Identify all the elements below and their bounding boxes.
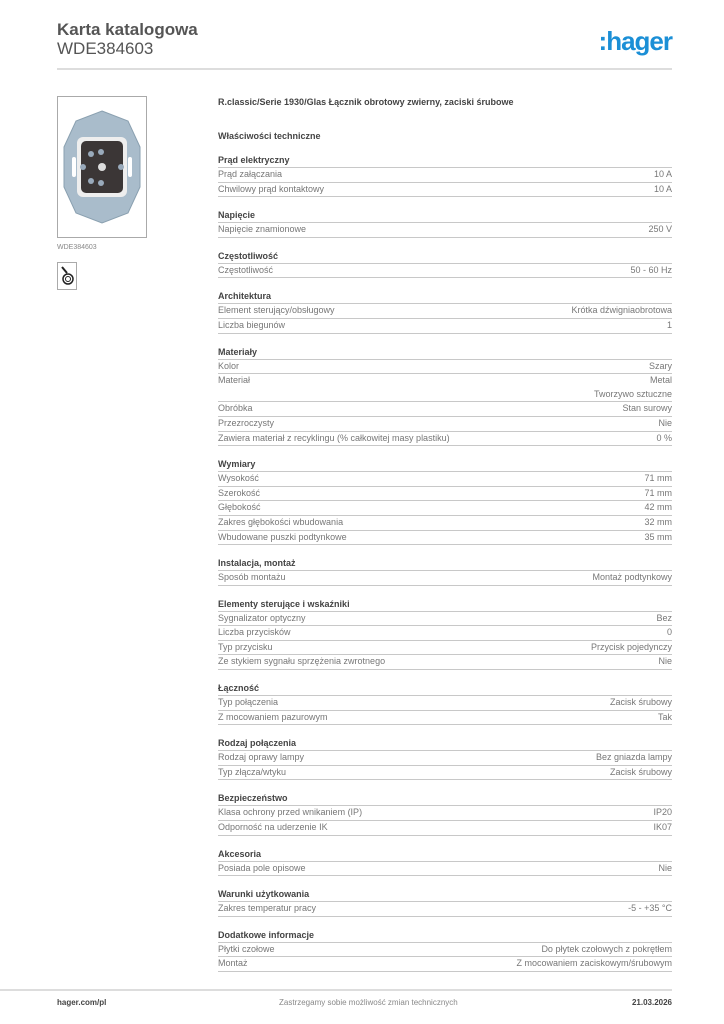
spec-section [218,682,672,725]
section-heading: Elementy sterujące i wskaźniki [218,598,672,612]
spec-value: Zacisk śrubowy [609,697,672,708]
section-heading: Warunki użytkowania [218,888,672,902]
spec-label: Odporność na uderzenie IK [218,822,328,833]
photo-caption: WDE384603 [57,244,97,251]
spec-value: Bez [656,612,672,623]
spec-section [218,250,672,279]
spec-label: Ze stykiem sygnału sprzężenia zwrotnego [218,656,386,667]
spec-row [218,501,672,516]
spec-section [218,888,672,917]
spec-row [218,766,672,781]
spec-label: Głębokość [218,502,261,513]
spec-content [218,96,672,972]
spec-label: Typ przycisku [218,641,273,652]
spec-row [218,432,672,447]
spec-label: Zawiera materiał z recyklingu (% całkowitej masy plastiku) [218,432,450,443]
spec-value: Zacisk śrubowy [609,766,672,777]
rotary-switch-icon [57,262,77,290]
spec-label: Kolor [218,360,240,371]
spec-row [218,223,672,238]
spec-row [218,862,672,877]
spec-row [218,183,672,198]
spec-value: Przycisk pojedynczy [590,641,672,652]
header-divider [57,68,672,70]
spec-value: 42 mm [644,502,672,513]
spec-value: 1 [666,319,672,330]
spec-label: Materiał [218,375,251,386]
spec-sections [218,154,672,972]
spec-label: Zakres temperatur pracy [218,903,317,914]
spec-section [218,458,672,545]
section-heading: Rodzaj połączenia [218,737,672,751]
spec-value: Metal Tworzywo sztuczne [593,375,672,399]
spec-label: Rodzaj oprawy lampy [218,752,305,763]
spec-value: -5 - +35 °C [628,903,672,914]
spec-label: Chwilowy prąd kontaktowy [218,183,325,194]
spec-row [218,806,672,821]
section-heading: Materiały [218,346,672,360]
spec-row [218,626,672,641]
spec-section [218,209,672,238]
spec-row [218,751,672,766]
spec-section [218,346,672,447]
spec-row [218,319,672,334]
hager-logo: :hager [598,26,672,56]
section-heading: Łączność [218,682,672,696]
spec-section [218,792,672,835]
section-heading: Bezpieczeństwo [218,792,672,806]
spec-value: 71 mm [644,473,672,484]
spec-label: Wbudowane puszki podtynkowe [218,531,347,542]
spec-label: Montaż [218,958,248,969]
spec-row [218,821,672,836]
spec-label: Z mocowaniem pazurowym [218,711,328,722]
spec-section [218,598,672,670]
spec-value: 50 - 60 Hz [630,264,672,275]
spec-value: 0 % [656,432,672,443]
spec-label: Liczba biegunów [218,319,286,330]
footer-date: 21.03.2026 [631,998,672,1007]
spec-label: Typ połączenia [218,697,279,708]
spec-label: Element sterujący/obsługowy [218,305,335,316]
spec-value: 35 mm [644,531,672,542]
spec-value: 250 V [648,224,672,235]
spec-value: 0 [666,627,672,638]
spec-label: Napięcie znamionowe [218,224,307,235]
product-photo [57,96,147,238]
spec-section [218,557,672,586]
spec-row [218,531,672,546]
spec-row [218,655,672,670]
spec-label: Zakres głębokości wbudowania [218,516,344,527]
spec-value: 71 mm [644,487,672,498]
section-heading: Napięcie [218,209,672,223]
spec-value: Nie [658,656,672,667]
product-code: WDE384603 [57,39,154,58]
spec-row [218,571,672,586]
spec-value: 32 mm [644,516,672,527]
spec-row [218,516,672,531]
spec-section [218,154,672,197]
spec-row [218,943,672,958]
spec-label: Płytki czołowe [218,943,275,954]
section-heading: Akcesoria [218,848,672,862]
spec-label: Przezroczysty [218,417,275,428]
spec-row [218,472,672,487]
spec-value: Bez gniazda lampy [595,752,672,763]
product-title: R.classic/Serie 1930/Glas Łącznik obrotowy zwierny, zaciski śrubowe [218,97,514,107]
spec-value: Montaż podtynkowy [592,572,672,583]
section-heading: Prąd elektryczny [218,154,672,168]
spec-label: Sposób montażu [218,572,286,583]
spec-row [218,957,672,972]
section-heading: Instalacja, montaż [218,557,672,571]
spec-row [218,360,672,375]
spec-label: Sygnalizator optyczny [218,612,306,623]
spec-section [218,290,672,333]
spec-label: Typ złącza/wtyku [218,766,287,777]
spec-value: Tak [657,711,672,722]
footer-site-link[interactable]: hager.com/pl [57,998,107,1007]
spec-row [218,402,672,417]
spec-section [218,929,672,972]
spec-value: IK07 [653,822,672,833]
spec-label: Liczba przycisków [218,627,291,638]
spec-label: Obróbka [218,403,253,414]
spec-label: Prąd załączania [218,169,283,179]
spec-value: Do płytek czołowych z pokrętłem [541,943,672,954]
spec-row [218,902,672,917]
spec-row [218,641,672,656]
properties-title: Właściwości techniczne [218,131,321,141]
spec-row [218,612,672,627]
spec-label: Posiada pole opisowe [218,862,306,873]
spec-label: Częstotliwość [218,264,274,275]
spec-value: Nie [658,862,672,873]
footer-divider [0,989,672,991]
document-title: Karta katalogowa [57,20,198,39]
section-heading: Dodatkowe informacje [218,929,672,943]
spec-value: Krótka dźwigniaobrotowa [571,305,672,316]
spec-section [218,848,672,877]
spec-label: Wysokość [218,473,259,484]
section-heading: Wymiary [218,458,672,472]
spec-row [218,264,672,279]
spec-row [218,168,672,183]
spec-value: Szary [648,360,672,371]
section-heading: Architektura [218,290,672,304]
spec-row [218,711,672,726]
spec-section [218,737,672,780]
spec-row [218,304,672,319]
spec-value: Stan surowy [622,403,672,414]
spec-value: 10 A [653,183,672,194]
footer-note: Zastrzegamy sobie możliwość zmian technicznych [279,998,458,1007]
section-heading: Częstotliwość [218,250,672,264]
spec-value: IP20 [653,807,672,818]
spec-row [218,487,672,502]
spec-label: Klasa ochrony przed wnikaniem (IP) [218,807,363,818]
spec-row [218,417,672,432]
spec-row [218,696,672,711]
spec-value: Z mocowaniem zaciskowym/śrubowym [516,958,672,969]
spec-value: Nie [658,417,672,428]
spec-value: 10 A [653,169,672,179]
spec-label: Szerokość [218,487,261,498]
spec-row [218,374,672,402]
